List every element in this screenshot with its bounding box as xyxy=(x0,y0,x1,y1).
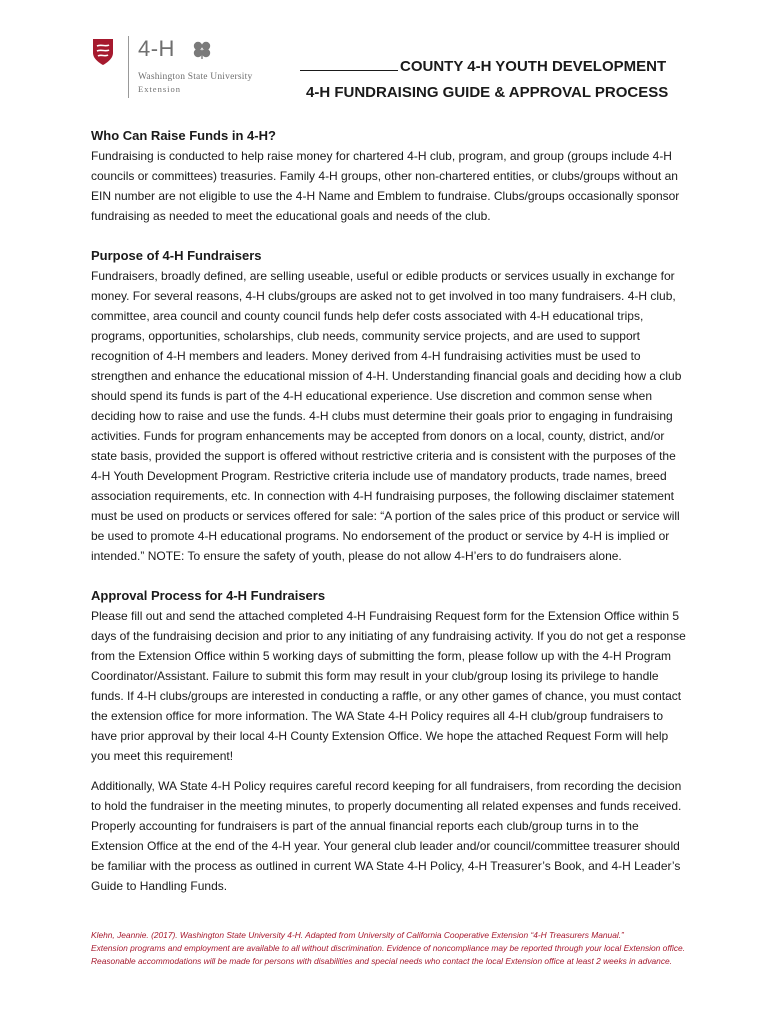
logo-university-name: Washington State University xyxy=(138,72,253,82)
section-heading-approval: Approval Process for 4-H Fundraisers xyxy=(91,588,326,603)
document-title-line1 xyxy=(300,57,666,75)
section-heading-who-can-raise: Who Can Raise Funds in 4-H? xyxy=(91,128,276,143)
title-county-text: COUNTY 4-H YOUTH DEVELOPMENT xyxy=(400,58,667,75)
footer-citation: Klehn, Jeannie. (2017). Washington State University 4-H. Adapted from University of California Cooperative Extension “4-H Treasurers Manual.” xyxy=(91,930,624,940)
logo-4h-text: 4-H xyxy=(138,36,175,61)
document-title-line2: 4-H FUNDRAISING GUIDE & APPROVAL PROCESS xyxy=(306,84,669,101)
four-leaf-clover-icon xyxy=(191,40,213,60)
section-paragraph: Fundraising is conducted to help raise money for chartered 4-H club, program, and group (groups include 4-H councils or committees) treasuries. Family 4-H groups, other non-chartered entities, or clubs/groups without an EIN number are not eligible to use the 4-H Name and Emblem to fundraise. Clubs/groups occasionally sponsor fundraising as needed to meet the educational goals and needs of the club. xyxy=(91,149,680,223)
section-paragraph: Fundraisers, broadly defined, are selling useable, useful or edible products or services usually in exchange for money. For several reasons, 4-H clubs/groups are asked not to get involved in too many fundraisers. 4-H club, committee, area council and county council funds help defer costs associated with 4-H educational trips, programs, opportunities, scholarships, club needs, community service projects, and are used to support recognition of 4-H members and leaders. Money derived from 4-H fundraising activities must be used to strengthen and enhance the educational mission of 4-H. Understanding financial goals and deciding how a club should spend its funds is part of the 4-H educational experience. Use discretion and common sense when deciding how to raise and use the funds. 4-H clubs must determine their goals prior to engaging in fundraising activities. Funds for program enhancements may be accepted from donors on a local, county, district, and/or state basis, provided the support is offered without restrictive criteria and is consistent with the purposes of the 4-H Youth Development Program. Restrictive criteria include use of mandatory products, trade names, breed association requirements, etc. In connection with 4-H fundraising purposes, the following disclaimer statement must be used on products or services offered for sale: “A portion of the sales price of this product or service will be used to promote 4-H educational programs. No endorsement of the product or service by 4-H is implied or intended.” NOTE: To ensure the safety of youth, please do not allow 4-H’ers to do fundraisers alone. xyxy=(91,269,682,563)
footer-nondiscrimination-notice: Extension programs and employment are available to all without discrimination. Evidence of noncompliance may be reported through your local Extension office. Reasonable accommodations will be made for persons with disabilities and special needs who contact the local Extension office at least 2 weeks in advance. xyxy=(91,943,686,966)
wsu-shield-icon xyxy=(92,38,114,66)
section-paragraph: Please fill out and send the attached completed 4-H Fundraising Request form for the Extension Office within 5 days of the fundraising decision and prior to any initiating of any fundraising activity. If you do not get a response from the Extension Office within 5 working days of submitting the form, please follow up with the 4-H Program Coordinator/Assistant. Failure to submit this form may result in your club/group losing its privilege to handle funds. If 4-H clubs/groups are interested in conducting a raffle, or any other games of chance, you must contact the extension office for more information. The WA State 4-H Policy requires all 4-H club/group fundraisers to have prior approval by their local 4-H County Extension Office. We hope the attached Request Form will help you meet this requirement! xyxy=(91,609,686,763)
logo-divider xyxy=(128,36,129,98)
county-blank-line xyxy=(300,57,398,71)
document-body xyxy=(91,126,689,896)
logo-extension-label: Extension xyxy=(138,84,181,94)
section-heading-purpose: Purpose of 4-H Fundraisers xyxy=(91,248,262,263)
wsu-extension-logo xyxy=(92,36,272,98)
section-paragraph: Additionally, WA State 4-H Policy requires careful record keeping for all fundraisers, from recording the decision to hold the fundraiser in the meeting minutes, to properly documenting all related expenses and funds received. Properly accounting for fundraisers is part of the annual financial reports each club/group turns in to the Extension Office at the end of the 4-H year. Your general club leader and/or council/committee treasurer should be familiar with the process as outlined in current WA State 4-H Policy, 4-H Treasurer’s Book, and 4-H Leader’s Guide to Handling Funds. xyxy=(91,779,682,893)
footer-notes xyxy=(91,929,691,968)
